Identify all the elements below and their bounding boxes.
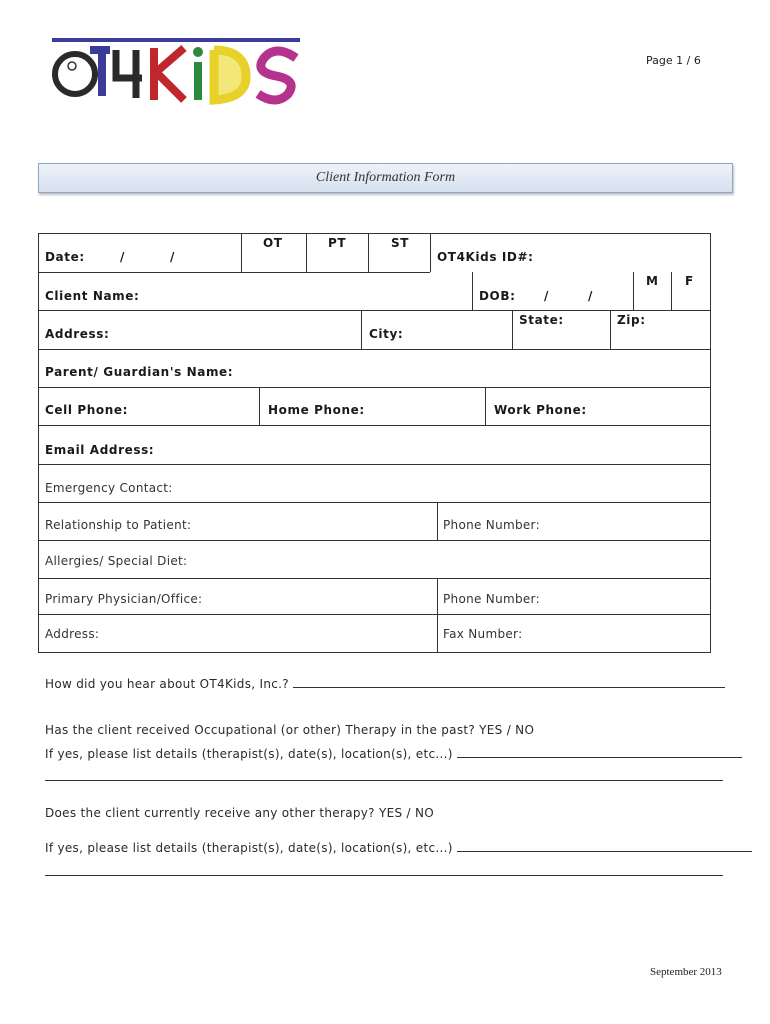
answer-line[interactable] (45, 875, 723, 876)
st-checkbox-label[interactable]: ST (391, 236, 410, 250)
relationship-label: Relationship to Patient: (45, 518, 192, 532)
emergency-contact-label: Emergency Contact: (45, 481, 173, 495)
question-details-current-text: If yes, please list details (therapist(s), date(s), location(s), etc...) (45, 841, 453, 855)
address-label: Address: (45, 327, 110, 341)
emergency-phone-label: Phone Number: (443, 518, 540, 532)
city-label: City: (369, 327, 404, 341)
allergies-label: Allergies/ Special Diet: (45, 554, 188, 568)
question-hear-about-text: How did you hear about OT4Kids, Inc.? (45, 677, 289, 691)
dob-separator: / (588, 289, 593, 303)
answer-line[interactable] (45, 780, 723, 781)
physician-phone-label: Phone Number: (443, 592, 540, 606)
question-details-past (45, 746, 742, 761)
client-name-label: Client Name: (45, 289, 140, 303)
answer-line[interactable] (457, 840, 752, 852)
cell-phone-label: Cell Phone: (45, 403, 129, 417)
client-info-table (38, 233, 711, 653)
date-separator: / (120, 250, 125, 264)
email-address-label: Email Address: (45, 443, 155, 457)
footer-date: September 2013 (650, 966, 722, 978)
sex-female-label[interactable]: F (685, 274, 694, 288)
physician-address-label: Address: (45, 627, 100, 641)
home-phone-label: Home Phone: (268, 403, 365, 417)
dob-label: DOB: (479, 289, 516, 303)
dob-separator: / (544, 289, 549, 303)
answer-line[interactable] (457, 746, 742, 758)
ot4kids-logo (50, 36, 305, 108)
sex-male-label[interactable]: M (646, 274, 659, 288)
question-details-past-text: If yes, please list details (therapist(s), date(s), location(s), etc...) (45, 747, 453, 761)
date-label: Date: (45, 250, 85, 264)
fax-number-label: Fax Number: (443, 627, 523, 641)
work-phone-label: Work Phone: (494, 403, 587, 417)
question-received-therapy: Has the client received Occupational (or other) Therapy in the past? YES / NO (45, 723, 535, 737)
state-label: State: (519, 313, 564, 327)
ot-checkbox-label[interactable]: OT (263, 236, 283, 250)
question-details-current (45, 840, 752, 855)
ot4kids-id-label: OT4Kids ID#: (437, 250, 534, 264)
form-title: Client Information Form (38, 163, 733, 193)
physician-label: Primary Physician/Office: (45, 592, 203, 606)
zip-label: Zip: (617, 313, 646, 327)
question-hear-about (45, 676, 725, 691)
parent-guardian-label: Parent/ Guardian's Name: (45, 365, 234, 379)
page-number: Page 1 / 6 (646, 54, 701, 67)
pt-checkbox-label[interactable]: PT (328, 236, 347, 250)
date-separator: / (170, 250, 175, 264)
answer-line[interactable] (293, 676, 725, 688)
question-current-therapy: Does the client currently receive any other therapy? YES / NO (45, 806, 434, 820)
